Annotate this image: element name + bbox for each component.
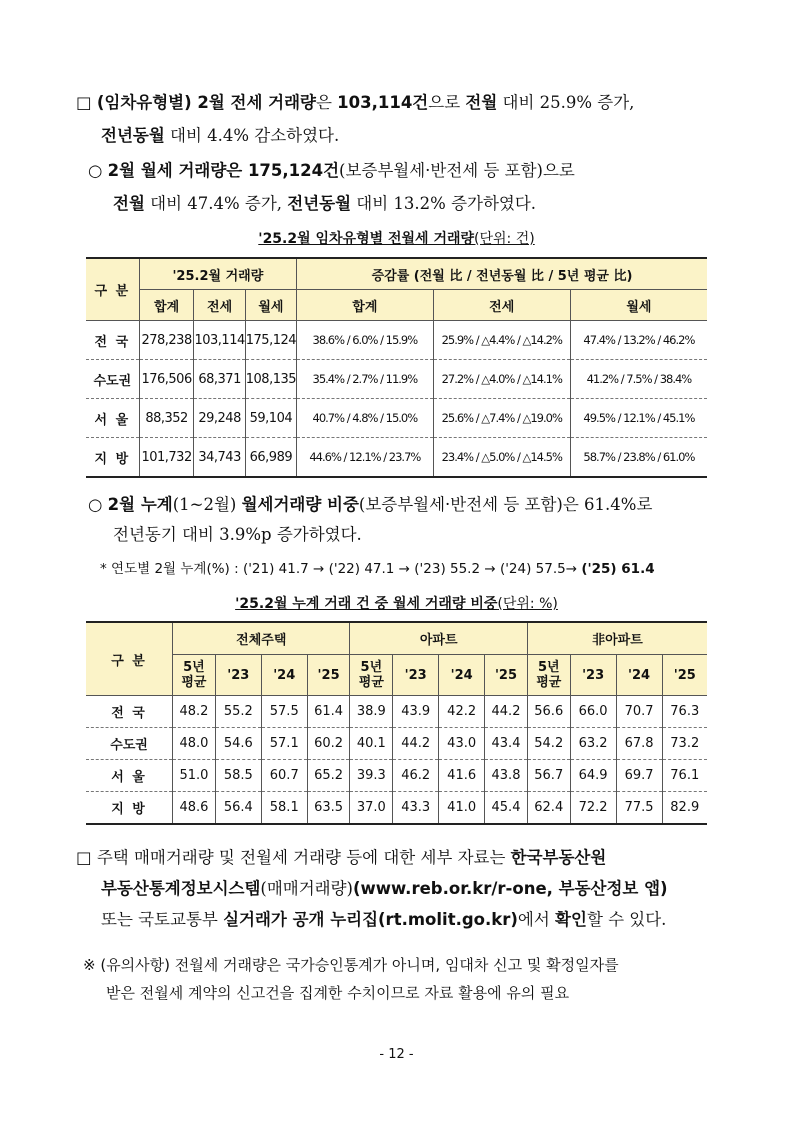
table2-caption: '25.2월 누계 거래 건 중 월세 거래량 비중(단위: %): [235, 596, 558, 612]
header-change: 증감률 (전월 比 / 전년동월 比 / 5년 평균 比): [297, 258, 707, 290]
paragraph-jeonse: □ (임차유형별) 2월 전세 거래량은 103,114건으로 전월 대비 25.9% 증가, 전년동월 대비 4.4% 감소하였다.: [76, 93, 635, 145]
header-sub: 전세: [194, 290, 245, 321]
cell-value: 56.7: [527, 760, 570, 792]
cell-value: 62.4: [527, 792, 570, 825]
header-5yr-avg: 5년 평균: [173, 655, 216, 696]
cell-change-jeonse: 23.4% / △5.0% / △14.5%: [433, 438, 570, 478]
cell-value: 66.0: [570, 696, 616, 728]
header-sub: 합계: [297, 290, 434, 321]
header-region: 구 분: [86, 258, 139, 321]
header-year: '25: [662, 655, 707, 696]
cell-change-total: 40.7% / 4.8% / 15.0%: [297, 399, 434, 438]
header-sub: 전세: [433, 290, 570, 321]
cell-value: 76.1: [662, 760, 707, 792]
header-volume: '25.2월 거래량: [139, 258, 296, 290]
table-row: [86, 696, 707, 728]
paragraph-wolse-share: ○ 2월 누계(1~2월) 월세거래량 비중(보증부월세·반전세 등 포함)은 61.4%로 전년동기 대비 3.9%p 증가하였다.: [88, 495, 653, 544]
cell-value: 44.2: [393, 728, 439, 760]
table-row: [86, 792, 707, 825]
cell-change-total: 35.4% / 2.7% / 11.9%: [297, 360, 434, 399]
cell-total: 278,238: [139, 321, 194, 360]
header-year: '24: [261, 655, 307, 696]
cell-value: 41.0: [439, 792, 485, 825]
cell-value: 64.9: [570, 760, 616, 792]
cell-value: 48.2: [173, 696, 216, 728]
cell-value: 43.0: [439, 728, 485, 760]
cell-value: 42.2: [439, 696, 485, 728]
paragraph-data-source: □ 주택 매매거래량 및 전월세 거래량 등에 대한 세부 자료는 한국부동산원 부동산통계정보시스템(매매거래량)(www.reb.or.kr/r-one, 부동산정보 앱) 또는 국토교통부 실거래가 공개 누리집(rt.molit.go.kr)에서 확인할 수 있다.: [76, 848, 668, 929]
cell-value: 67.8: [616, 728, 662, 760]
cell-jeonse: 29,248: [194, 399, 245, 438]
header-sub: 월세: [570, 290, 707, 321]
cell-value: 56.6: [527, 696, 570, 728]
cell-value: 63.5: [307, 792, 350, 825]
cell-value: 54.6: [215, 728, 261, 760]
caution-note: ※ (유의사항) 전월세 거래량은 국가승인통계가 아니며, 임대차 신고 및 확정일자를 받은 전월세 계약의 신고건을 집계한 수치이므로 자료 활용에 유의 필요: [83, 956, 619, 1002]
cell-value: 40.1: [350, 728, 393, 760]
table-row: [86, 399, 707, 438]
cell-change-wolse: 58.7% / 23.8% / 61.0%: [570, 438, 707, 478]
cell-total: 88,352: [139, 399, 194, 438]
cell-total: 176,506: [139, 360, 194, 399]
cell-wolse: 59,104: [245, 399, 296, 438]
header-year: '24: [616, 655, 662, 696]
cell-value: 51.0: [173, 760, 216, 792]
cell-value: 63.2: [570, 728, 616, 760]
cell-value: 57.5: [261, 696, 307, 728]
cell-change-jeonse: 25.9% / △4.4% / △14.2%: [433, 321, 570, 360]
lease-volume-table: [86, 257, 707, 478]
header-year: '24: [439, 655, 485, 696]
cell-value: 58.5: [215, 760, 261, 792]
cell-jeonse: 68,371: [194, 360, 245, 399]
cell-value: 43.3: [393, 792, 439, 825]
cell-wolse: 108,135: [245, 360, 296, 399]
row-region: 수도권: [86, 360, 139, 399]
header-year: '25: [485, 655, 528, 696]
bullet-square: □: [76, 93, 92, 112]
table-row: [86, 321, 707, 360]
yearly-note: * 연도별 2월 누계(%) : ('21) 41.7 → ('22) 47.1 → ('23) 55.2 → ('24) 57.5→ ('25) 61.4: [100, 561, 655, 577]
table-row: [86, 728, 707, 760]
header-year: '23: [393, 655, 439, 696]
table-row: [86, 438, 707, 478]
cell-value: 73.2: [662, 728, 707, 760]
cell-value: 41.6: [439, 760, 485, 792]
header-year: '23: [215, 655, 261, 696]
row-region: 지 방: [86, 438, 139, 478]
header-year: '23: [570, 655, 616, 696]
bullet-square: □: [76, 848, 92, 867]
cell-value: 56.4: [215, 792, 261, 825]
header-year: '25: [307, 655, 350, 696]
cell-value: 48.0: [173, 728, 216, 760]
cell-value: 48.6: [173, 792, 216, 825]
bullet-circle: ○: [88, 161, 103, 180]
cell-wolse: 175,124: [245, 321, 296, 360]
table1-caption: '25.2월 임차유형별 전월세 거래량(단위: 건): [258, 231, 535, 247]
header-sub: 합계: [139, 290, 194, 321]
cell-value: 38.9: [350, 696, 393, 728]
cell-value: 72.2: [570, 792, 616, 825]
header-group: 전체주택: [173, 622, 350, 655]
paragraph-wolse: ○ 2월 월세 거래량은 175,124건(보증부월세·반전세 등 포함)으로 전월 대비 47.4% 증가, 전년동월 대비 13.2% 증가하였다.: [88, 161, 575, 213]
cell-value: 54.2: [527, 728, 570, 760]
cell-jeonse: 34,743: [194, 438, 245, 478]
row-region: 수도권: [86, 728, 173, 760]
bullet-circle: ○: [88, 495, 103, 514]
cell-value: 61.4: [307, 696, 350, 728]
header-sub: 월세: [245, 290, 296, 321]
row-region: 전 국: [86, 696, 173, 728]
cell-value: 60.7: [261, 760, 307, 792]
cell-value: 57.1: [261, 728, 307, 760]
cell-value: 76.3: [662, 696, 707, 728]
cell-value: 60.2: [307, 728, 350, 760]
row-region: 지 방: [86, 792, 173, 825]
header-5yr-avg: 5년 평균: [527, 655, 570, 696]
cell-change-total: 44.6% / 12.1% / 23.7%: [297, 438, 434, 478]
cell-value: 39.3: [350, 760, 393, 792]
cell-value: 82.9: [662, 792, 707, 825]
cell-value: 37.0: [350, 792, 393, 825]
cell-jeonse: 103,114: [194, 321, 245, 360]
cell-change-wolse: 47.4% / 13.2% / 46.2%: [570, 321, 707, 360]
row-region: 서 울: [86, 399, 139, 438]
header-region: 구 분: [86, 622, 173, 696]
cell-change-jeonse: 25.6% / △7.4% / △19.0%: [433, 399, 570, 438]
row-region: 서 울: [86, 760, 173, 792]
cell-change-wolse: 49.5% / 12.1% / 45.1%: [570, 399, 707, 438]
cell-change-jeonse: 27.2% / △4.0% / △14.1%: [433, 360, 570, 399]
wolse-share-table: [86, 621, 707, 825]
cell-value: 70.7: [616, 696, 662, 728]
header-group: 아파트: [350, 622, 527, 655]
page-number: - 12 -: [379, 1047, 414, 1062]
cell-value: 65.2: [307, 760, 350, 792]
cell-change-wolse: 41.2% / 7.5% / 38.4%: [570, 360, 707, 399]
row-region: 전 국: [86, 321, 139, 360]
table-row: [86, 760, 707, 792]
cell-value: 43.8: [485, 760, 528, 792]
table-row: [86, 360, 707, 399]
header-5yr-avg: 5년 평균: [350, 655, 393, 696]
cell-total: 101,732: [139, 438, 194, 478]
cell-value: 45.4: [485, 792, 528, 825]
cell-value: 58.1: [261, 792, 307, 825]
cell-value: 69.7: [616, 760, 662, 792]
cell-wolse: 66,989: [245, 438, 296, 478]
cell-value: 46.2: [393, 760, 439, 792]
cell-value: 55.2: [215, 696, 261, 728]
cell-value: 43.4: [485, 728, 528, 760]
cell-value: 43.9: [393, 696, 439, 728]
cell-change-total: 38.6% / 6.0% / 15.9%: [297, 321, 434, 360]
cell-value: 44.2: [485, 696, 528, 728]
header-group: 非아파트: [527, 622, 707, 655]
cell-value: 77.5: [616, 792, 662, 825]
